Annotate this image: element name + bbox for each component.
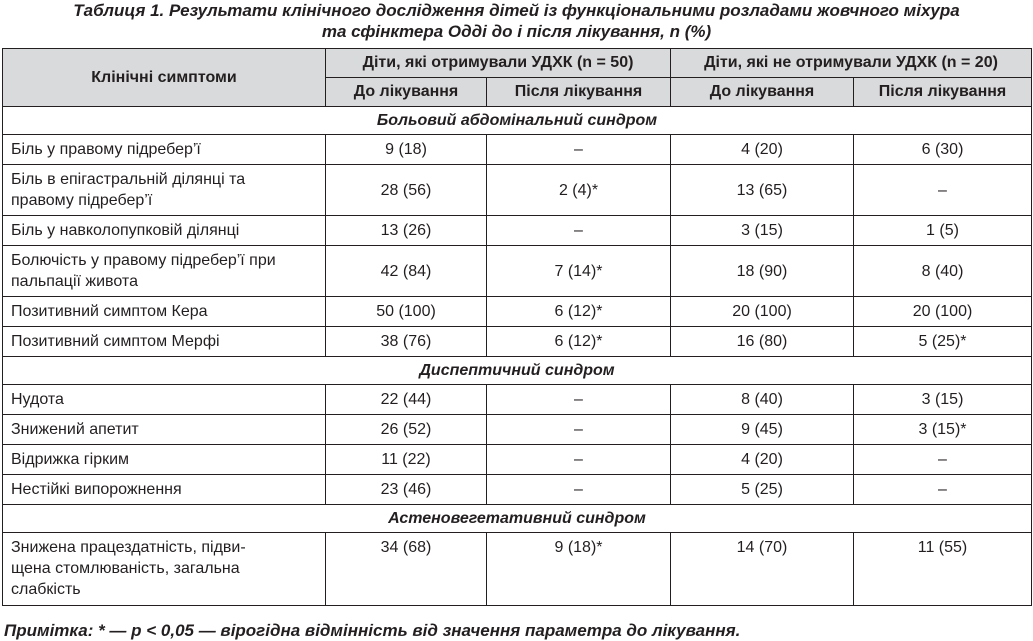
symptom-cell [3, 385, 326, 415]
table-body [3, 107, 1032, 606]
table-row [3, 327, 1032, 357]
table-row [3, 297, 1032, 327]
table-row [3, 385, 1032, 415]
value-g2-after: – [854, 445, 1032, 475]
value-g2-after: 5 (25)* [854, 327, 1032, 357]
header-g1-after: Після лікування [487, 78, 671, 107]
section-row [3, 357, 1032, 385]
symptom-line: Знижений апетит [11, 421, 139, 438]
symptom-cell [3, 216, 326, 246]
section-title: Астеновегетативний синдром [3, 505, 1032, 533]
value-g1-after: – [487, 216, 671, 246]
value-g1-before: 38 (76) [326, 327, 487, 357]
table-row [3, 165, 1032, 216]
value-g1-before: 11 (22) [326, 445, 487, 475]
header-g2-after: Після лікування [854, 78, 1032, 107]
value-g2-before: 9 (45) [671, 415, 854, 445]
value-g1-after: 9 (18)* [487, 533, 671, 606]
symptom-line: пальпації живота [11, 273, 138, 290]
header-group-udca: Діти, які отримували УДХК (n = 50) [326, 49, 671, 78]
value-g1-after: 2 (4)* [487, 165, 671, 216]
symptom-line: Відрижка гірким [11, 451, 130, 468]
value-g1-after: – [487, 385, 671, 415]
value-g2-after: 8 (40) [854, 246, 1032, 297]
table-header [3, 49, 1032, 107]
symptom-line: Нестійкі випорожнення [11, 481, 182, 498]
caption-line-1: Таблиця 1. Результати клінічного дослідження дітей із функціональними розладами жовчного міхура [73, 1, 960, 20]
value-g2-before: 16 (80) [671, 327, 854, 357]
value-g2-before: 3 (15) [671, 216, 854, 246]
value-g1-after: – [487, 475, 671, 505]
symptom-cell [3, 533, 326, 606]
table-row [3, 445, 1032, 475]
symptom-line: правому підребер’ї [11, 192, 153, 209]
value-g2-before: 18 (90) [671, 246, 854, 297]
table-note: Примітка: * — p < 0,05 — вірогідна відмінність від значення параметра до лікування. [4, 621, 741, 640]
table-row [3, 415, 1032, 445]
value-g1-before: 50 (100) [326, 297, 487, 327]
value-g2-after: 3 (15)* [854, 415, 1032, 445]
header-g1-before: До лікування [326, 78, 487, 107]
symptom-line: Біль в епігастральній ділянці та [11, 171, 246, 188]
symptom-cell [3, 327, 326, 357]
symptom-line: Позитивний симптом Мерфі [11, 333, 220, 350]
value-g2-after: 11 (55) [854, 533, 1032, 606]
section-title: Диспептичний синдром [3, 357, 1032, 385]
symptom-cell [3, 475, 326, 505]
value-g2-after: 20 (100) [854, 297, 1032, 327]
value-g2-before: 4 (20) [671, 135, 854, 165]
value-g1-after: – [487, 415, 671, 445]
value-g1-after: 7 (14)* [487, 246, 671, 297]
symptom-line: слабкість [11, 581, 81, 598]
value-g1-before: 28 (56) [326, 165, 487, 216]
value-g1-before: 42 (84) [326, 246, 487, 297]
table-row [3, 216, 1032, 246]
caption-line-2: та сфінктера Одді до і після лікування, n (%) [321, 22, 712, 41]
section-title: Больовий абдомінальний синдром [3, 107, 1032, 135]
value-g1-before: 23 (46) [326, 475, 487, 505]
value-g2-after: – [854, 475, 1032, 505]
value-g1-after: 6 (12)* [487, 297, 671, 327]
value-g2-after: 6 (30) [854, 135, 1032, 165]
symptom-line: Нудота [11, 391, 64, 408]
value-g1-before: 22 (44) [326, 385, 487, 415]
value-g2-before: 13 (65) [671, 165, 854, 216]
value-g1-before: 34 (68) [326, 533, 487, 606]
symptom-line: щена стомлюваність, загальна [11, 560, 240, 577]
symptom-line: Позитивний симптом Кера [11, 303, 208, 320]
table-row [3, 135, 1032, 165]
value-g1-before: 26 (52) [326, 415, 487, 445]
value-g2-before: 4 (20) [671, 445, 854, 475]
value-g2-after: 1 (5) [854, 216, 1032, 246]
value-g1-after: 6 (12)* [487, 327, 671, 357]
symptom-cell [3, 415, 326, 445]
symptom-cell [3, 445, 326, 475]
symptom-line: Знижена працездатність, підви- [11, 539, 246, 556]
value-g2-after: – [854, 165, 1032, 216]
header-group-no-udca: Діти, які не отримували УДХК (n = 20) [671, 49, 1032, 78]
symptom-line: Біль у правому підребер’ї [11, 141, 201, 158]
table-caption [0, 0, 1033, 42]
table-row [3, 533, 1032, 606]
value-g1-after: – [487, 445, 671, 475]
symptom-cell [3, 297, 326, 327]
value-g2-before: 5 (25) [671, 475, 854, 505]
value-g1-before: 9 (18) [326, 135, 487, 165]
table-row [3, 475, 1032, 505]
value-g1-after: – [487, 135, 671, 165]
table-row [3, 246, 1032, 297]
section-row [3, 107, 1032, 135]
header-symptoms: Клінічні симптоми [3, 49, 326, 107]
results-table [2, 48, 1032, 606]
symptom-cell [3, 246, 326, 297]
section-row [3, 505, 1032, 533]
value-g2-before: 14 (70) [671, 533, 854, 606]
value-g1-before: 13 (26) [326, 216, 487, 246]
symptom-cell [3, 135, 326, 165]
symptom-line: Болючість у правому підребер’ї при [11, 252, 276, 269]
symptom-line: Біль у навколопупковій ділянці [11, 222, 240, 239]
value-g2-before: 8 (40) [671, 385, 854, 415]
header-g2-before: До лікування [671, 78, 854, 107]
value-g2-before: 20 (100) [671, 297, 854, 327]
value-g2-after: 3 (15) [854, 385, 1032, 415]
symptom-cell [3, 165, 326, 216]
